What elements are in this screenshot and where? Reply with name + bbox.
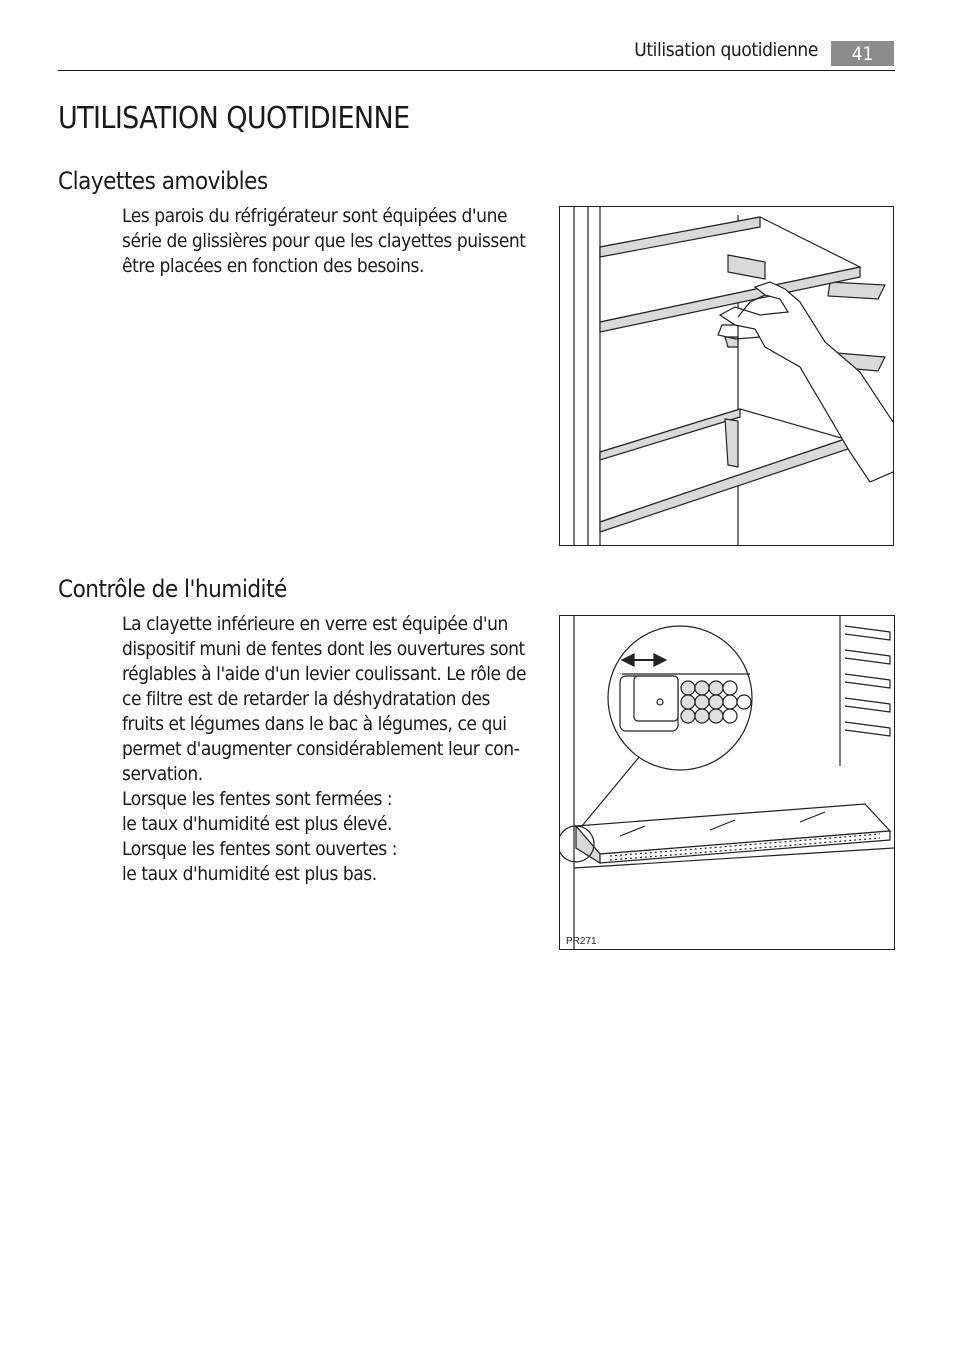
figure-code-label: PR271 [566, 936, 597, 947]
page-title: UTILISATION QUOTIDIENNE [58, 101, 410, 136]
humidity-text-line: servation. [122, 763, 203, 785]
humidity-text-line: réglables à l'aide d'un levier coulissant. Le rôle de [122, 663, 527, 685]
humidity-text-line: Lorsque les fentes sont fermées : [122, 788, 393, 810]
humidity-control-drawing [560, 616, 894, 949]
shelf-removal-drawing [560, 207, 893, 545]
humidity-text-line: le taux d'humidité est plus bas. [122, 863, 377, 885]
shelf-removal-illustration [559, 206, 894, 546]
page-number-badge: 41 [831, 41, 894, 66]
humidity-text-line: fruits et légumes dans le bac à légumes, ce qui [122, 713, 507, 735]
shelves-text-line: être placées en fonction des besoins. [122, 255, 424, 277]
shelves-paragraph [122, 204, 552, 279]
humidity-text-line: La clayette inférieure en verre est équipée d'un [122, 613, 508, 635]
running-header-title: Utilisation quotidienne [634, 39, 818, 61]
humidity-text-line: Lorsque les fentes sont ouvertes : [122, 838, 398, 860]
humidity-text-line: ce filtre est de retarder la déshydratation des [122, 688, 490, 710]
humidity-text-line: permet d'augmenter considérablement leur con- [122, 738, 520, 760]
humidity-paragraph [122, 612, 552, 887]
humidity-text-line: dispositif muni de fentes dont les ouvertures sont [122, 638, 525, 660]
shelves-text-line: série de glissières pour que les clayettes puissent [122, 230, 526, 252]
humidity-text-line: le taux d'humidité est plus élevé. [122, 813, 392, 835]
section-heading-humidity: Contrôle de l'humidité [58, 575, 287, 603]
shelves-text-line: Les parois du réfrigérateur sont équipées d'une [122, 205, 508, 227]
header-divider [58, 70, 895, 71]
section-heading-shelves: Clayettes amovibles [58, 167, 268, 195]
humidity-control-illustration [559, 615, 895, 950]
